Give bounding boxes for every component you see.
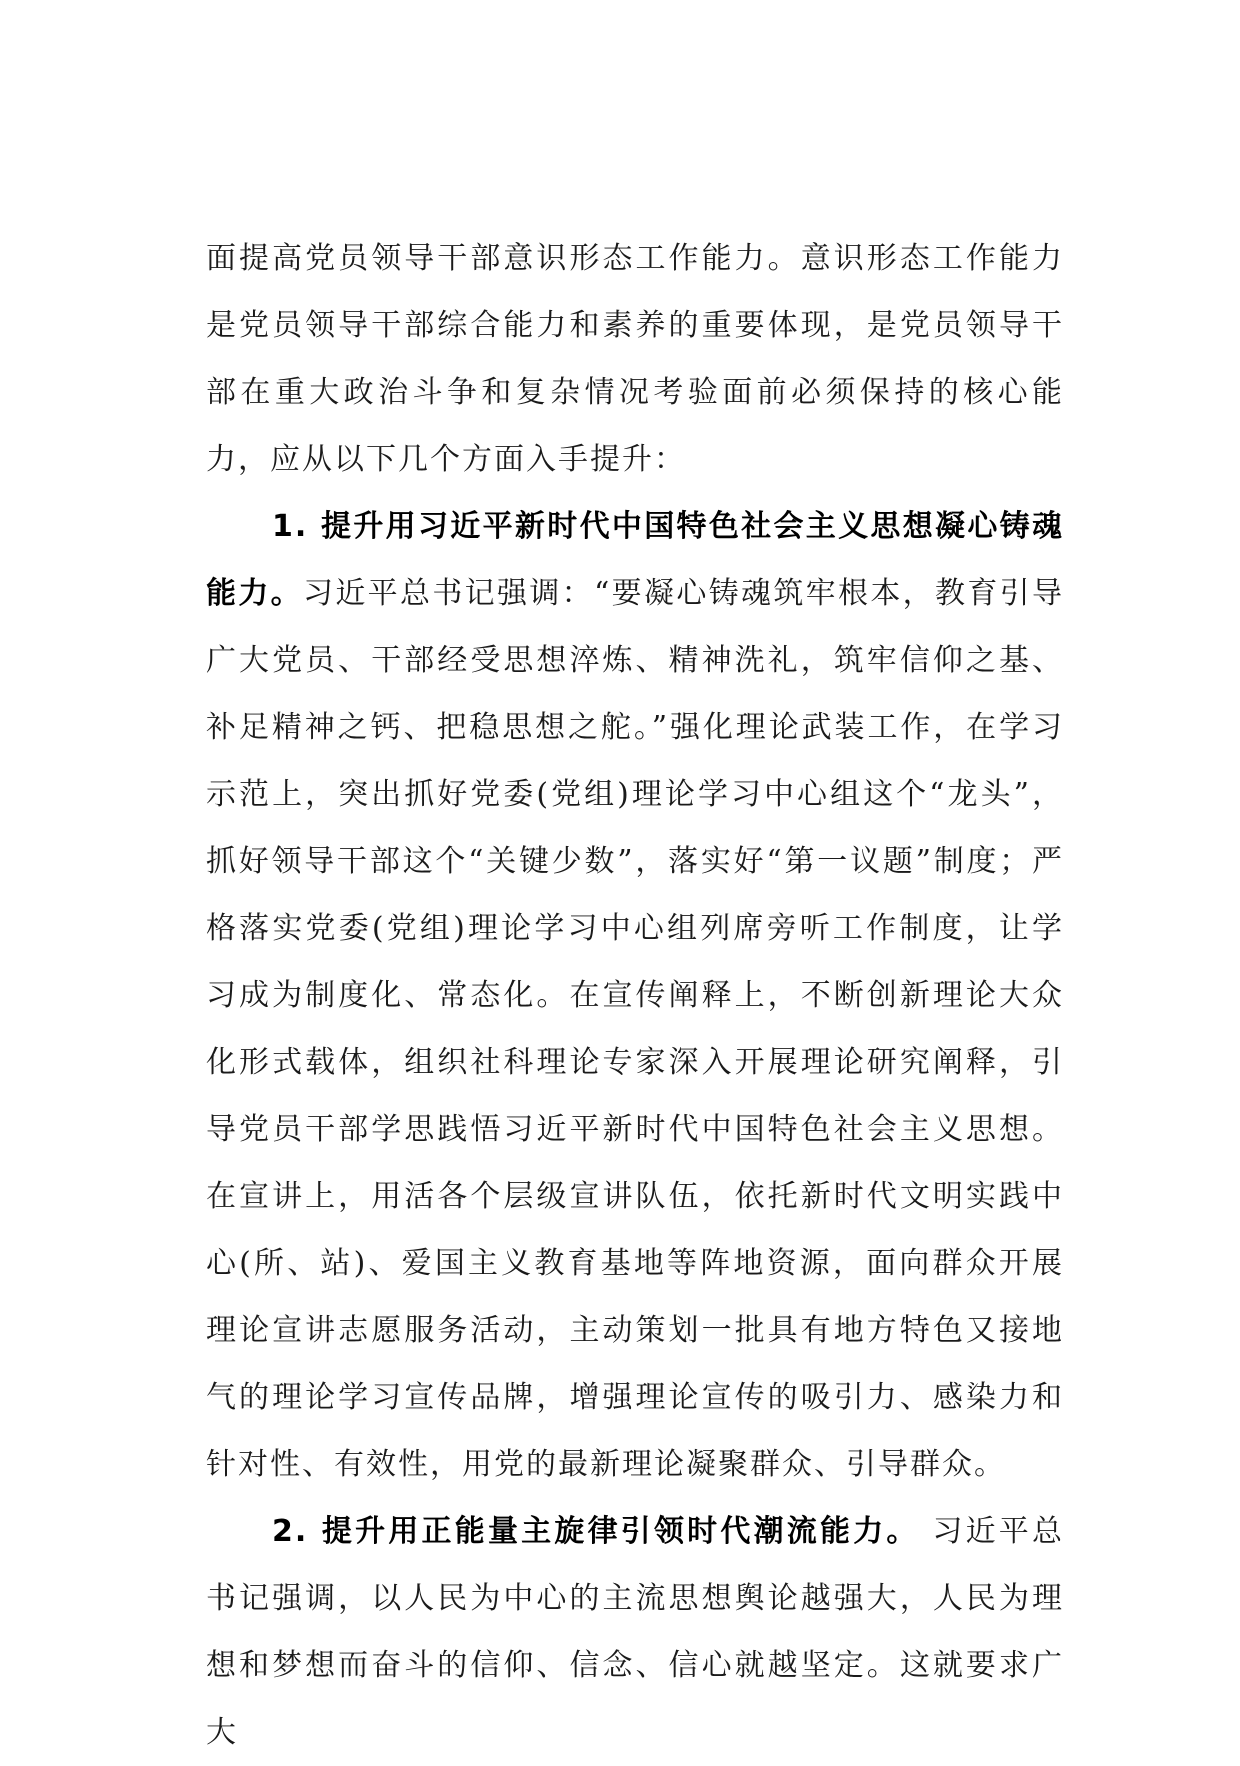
- section-heading-1: 1. 提升用习近平新时代中国特色社会主义思想凝心铸魂能力。: [206, 509, 1064, 611]
- paragraph-text: 习近平总书记强调：“要凝心铸魂筑牢根本，教育引导广大党员、干部经受思想淬炼、精神洗礼，筑牢信仰之基、补足精神之钙、把稳思想之舵。”强化理论武装工作，在学习示范上，突出抓好党委(党组)理论学习中心组这个“龙头”，抓好领导干部这个“关键少数”，落实好“第一议题”制度；严格落实党委(党组)理论学习中心组列席旁听工作制度，让学习成为制度化、常态化。在宣传阐释上，不断创新理论大众化形式载体，组织社科理论专家深入开展理论研究阐释，引导党员干部学思践悟习近平新时代中国特色社会主义思想。在宣讲上，用活各个层级宣讲队伍，依托新时代文明实践中心(所、站)、爱国主义教育基地等阵地资源，面向群众开展理论宣讲志愿服务活动，主动策划一批具有地方特色又接地气的理论学习宣传品牌，增强理论宣传的吸引力、感染力和针对性、有效性，用党的最新理论凝聚群众、引导群众。: [206, 576, 1064, 1482]
- paragraph-text: 面提高党员领导干部意识形态工作能力。意识形态工作能力是党员领导干部综合能力和素养的重要体现，是党员领导干部在重大政治斗争和复杂情况考验面前必须保持的核心能力，应从以下几个方面入手提升：: [206, 241, 1064, 477]
- paragraph-text: 习近平总书记强调，以人民为中心的主流思想舆论越强大，人民为理想和梦想而奋斗的信仰、信念、信心就越坚定。这就要求广大: [206, 1514, 1065, 1750]
- body-text: [206, 225, 1064, 1766]
- paragraph-section-2: [206, 1498, 1064, 1766]
- paragraph-intro: [206, 225, 1064, 493]
- section-heading-2: 2. 提升用正能量主旋律引领时代潮流能力。: [272, 1514, 920, 1549]
- paragraph-section-1: [206, 493, 1064, 1498]
